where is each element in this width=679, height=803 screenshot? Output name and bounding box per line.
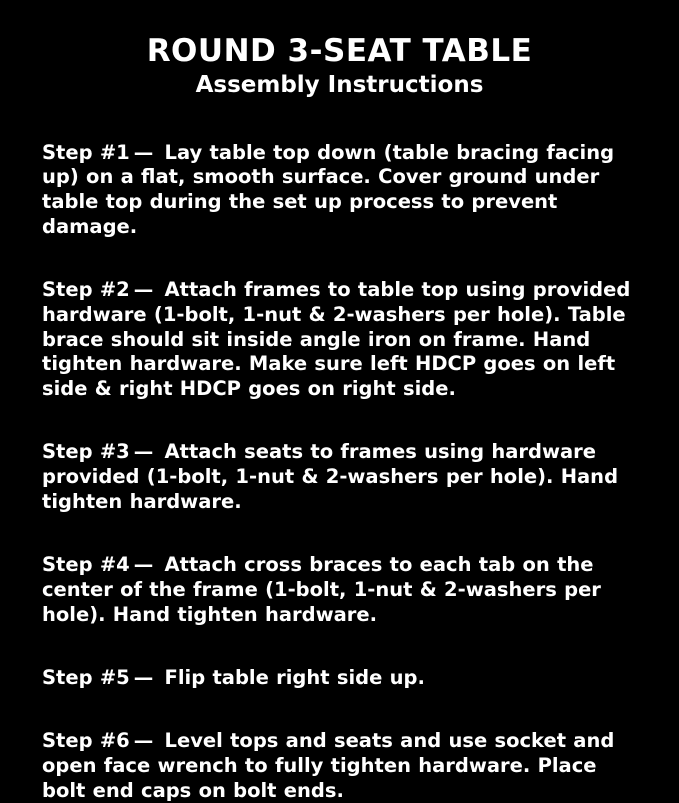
step-label: Step #3 xyxy=(42,440,130,464)
step-dash: — xyxy=(133,140,154,164)
step-item xyxy=(42,440,637,514)
step-text: Attach seats to frames using hardware provided (1-bolt, 1-nut & 2-washers per hole). Hand tighten hardware. xyxy=(42,440,619,513)
step-text: Level tops and seats and use socket and open face wrench to fully tighten hardware. Place bolt end caps on bolt ends. xyxy=(42,729,615,802)
step-item xyxy=(42,729,637,803)
step-text: Attach frames to table top using provided hardware (1-bolt, 1-nut & 2-washers per hole). Table brace should sit inside angle iron on frame. Hand tighten hardware. Make sure left HDCP goes on left side & right HDCP goes on right side. xyxy=(42,278,631,401)
step-dash: — xyxy=(133,440,154,464)
step-text: Lay table top down (table bracing facing up) on a flat, smooth surface. Cover ground under table top during the set up process to prevent damage. xyxy=(42,140,615,238)
step-dash: — xyxy=(133,553,154,577)
step-label: Step #6 xyxy=(42,729,130,753)
step-dash: — xyxy=(133,278,154,302)
step-dash: — xyxy=(133,729,154,753)
step-text: Flip table right side up. xyxy=(164,665,425,689)
step-label: Step #2 xyxy=(42,278,130,302)
step-item xyxy=(42,553,637,627)
step-item xyxy=(42,141,637,240)
page-title: ROUND 3-SEAT TABLE xyxy=(146,33,533,69)
step-item xyxy=(42,278,637,402)
step-text: Attach cross braces to each tab on the center of the frame (1-bolt, 1-nut & 2-washers per hole). Hand tighten hardware. xyxy=(42,553,601,626)
step-dash: — xyxy=(133,665,154,689)
steps-list xyxy=(42,121,637,803)
step-label: Step #4 xyxy=(42,553,130,577)
step-item xyxy=(42,666,637,691)
step-label: Step #1 xyxy=(42,140,130,164)
step-label: Step #5 xyxy=(42,665,130,689)
page-subtitle: Assembly Instructions xyxy=(195,71,484,98)
